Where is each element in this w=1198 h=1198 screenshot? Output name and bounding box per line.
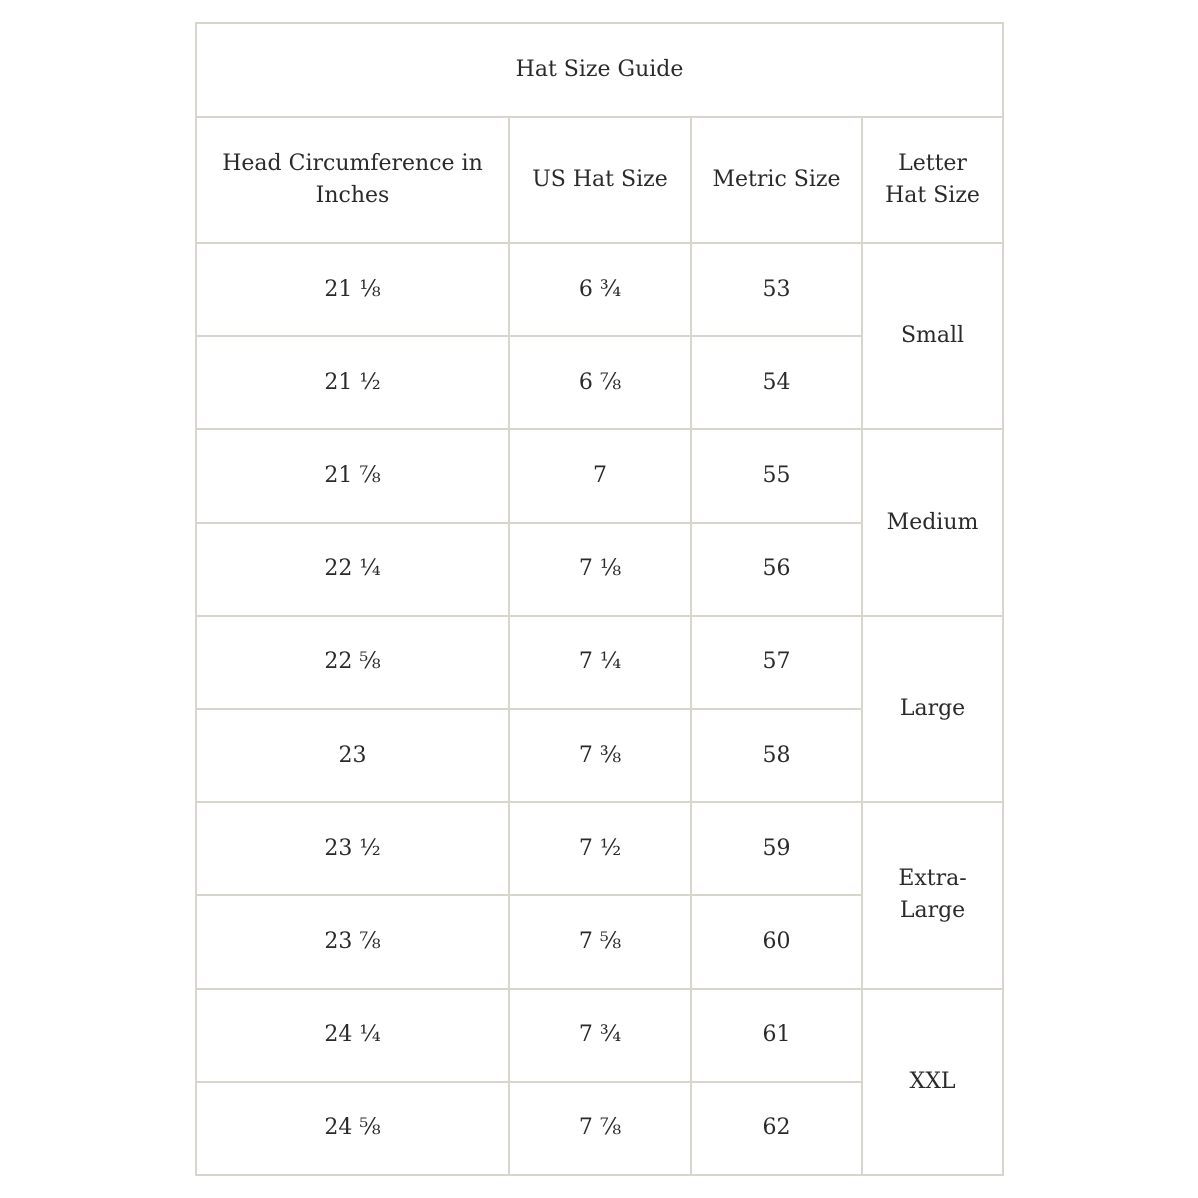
- head-circumference-cell: 24 ⅝: [196, 1082, 509, 1175]
- metric-size-cell: 58: [691, 709, 862, 802]
- letter-size-cell-small: Small: [862, 243, 1003, 429]
- letter-size-cell-extra-large: Extra-Large: [862, 802, 1003, 988]
- metric-size-cell: 53: [691, 243, 862, 336]
- head-circumference-cell: 21 ⅞: [196, 429, 509, 522]
- us-hat-size-cell: 7 ⅛: [509, 523, 691, 616]
- column-header-letter-hat-size: Letter Hat Size: [862, 117, 1003, 243]
- metric-size-cell: 59: [691, 802, 862, 895]
- head-circumference-cell: 23 ⅞: [196, 895, 509, 988]
- us-hat-size-cell: 7 ⅜: [509, 709, 691, 802]
- head-circumference-cell: 21 ½: [196, 336, 509, 429]
- hat-size-table: [195, 22, 1004, 1176]
- us-hat-size-cell: 7: [509, 429, 691, 522]
- us-hat-size-cell: 7 ¼: [509, 616, 691, 709]
- head-circumference-cell: 22 ⅝: [196, 616, 509, 709]
- letter-size-cell-medium: Medium: [862, 429, 1003, 615]
- metric-size-cell: 60: [691, 895, 862, 988]
- us-hat-size-cell: 7 ⅞: [509, 1082, 691, 1175]
- metric-size-cell: 54: [691, 336, 862, 429]
- metric-size-cell: 61: [691, 989, 862, 1082]
- table-row: [196, 429, 1003, 522]
- us-hat-size-cell: 6 ¾: [509, 243, 691, 336]
- table-title: Hat Size Guide: [196, 23, 1003, 117]
- head-circumference-cell: 24 ¼: [196, 989, 509, 1082]
- metric-size-cell: 56: [691, 523, 862, 616]
- head-circumference-cell: 23 ½: [196, 802, 509, 895]
- us-hat-size-cell: 7 ½: [509, 802, 691, 895]
- table-row: [196, 243, 1003, 336]
- us-hat-size-cell: 6 ⅞: [509, 336, 691, 429]
- table-row: [196, 989, 1003, 1082]
- column-header-metric-size: Metric Size: [691, 117, 862, 243]
- head-circumference-cell: 23: [196, 709, 509, 802]
- table-row: [196, 802, 1003, 895]
- head-circumference-cell: 22 ¼: [196, 523, 509, 616]
- column-header-head-circumference: Head Circumference in Inches: [196, 117, 509, 243]
- metric-size-cell: 55: [691, 429, 862, 522]
- table-row: [196, 616, 1003, 709]
- head-circumference-cell: 21 ⅛: [196, 243, 509, 336]
- letter-size-cell-large: Large: [862, 616, 1003, 802]
- letter-size-cell-xxl: XXL: [862, 989, 1003, 1176]
- metric-size-cell: 62: [691, 1082, 862, 1175]
- metric-size-cell: 57: [691, 616, 862, 709]
- us-hat-size-cell: 7 ¾: [509, 989, 691, 1082]
- column-header-us-hat-size: US Hat Size: [509, 117, 691, 243]
- us-hat-size-cell: 7 ⅝: [509, 895, 691, 988]
